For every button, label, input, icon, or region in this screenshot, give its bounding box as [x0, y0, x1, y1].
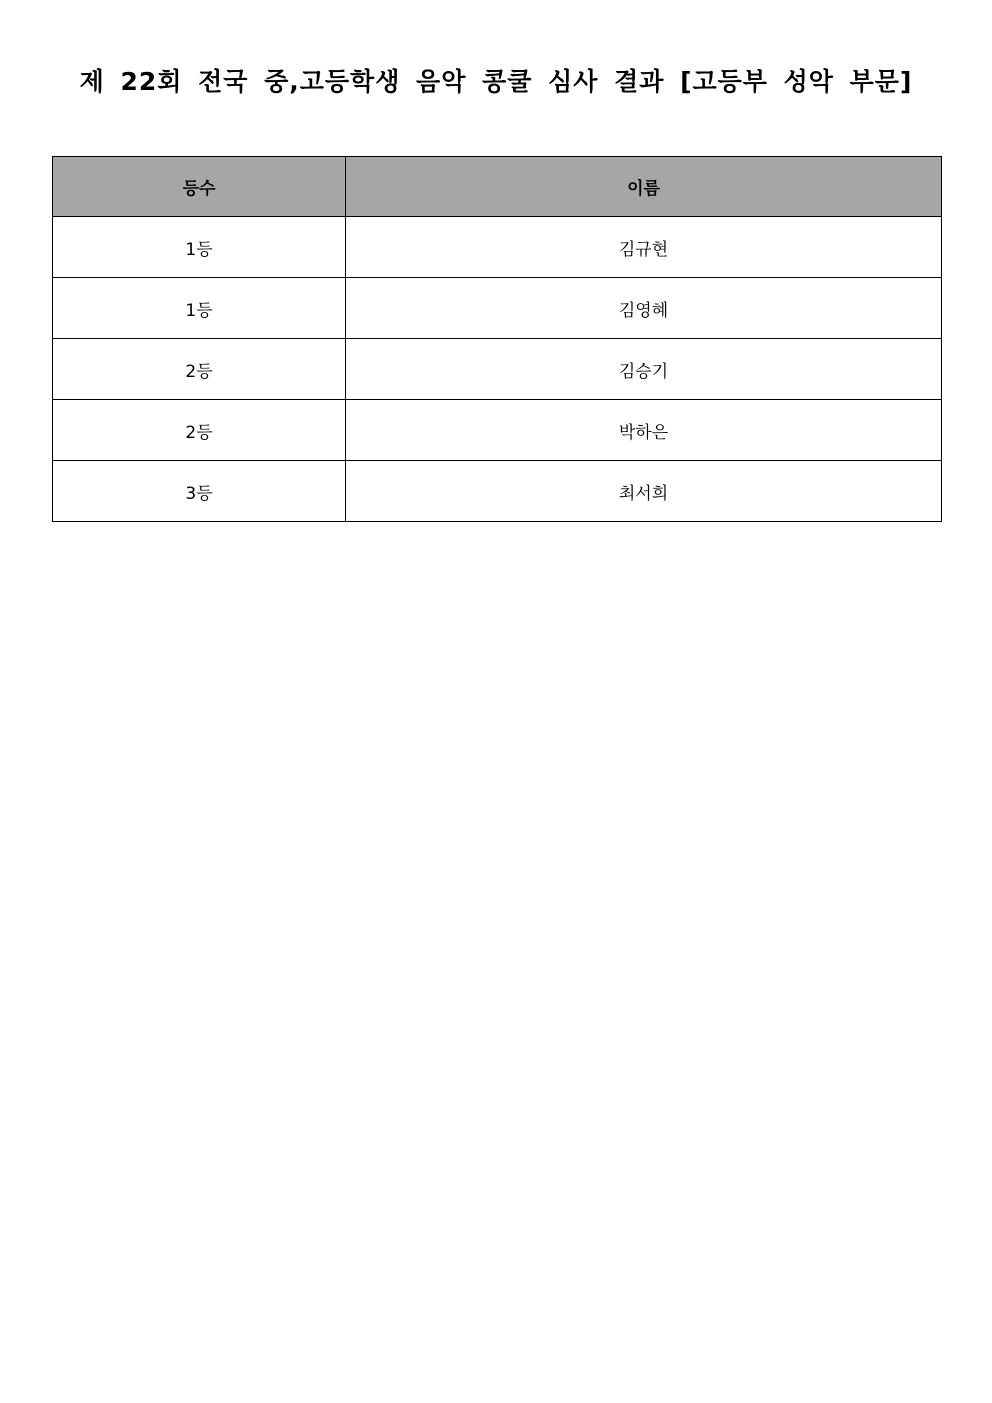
- name-cell: 박하은: [346, 400, 942, 461]
- name-cell: 김승기: [346, 339, 942, 400]
- table-row: [53, 217, 942, 278]
- name-cell: 김규현: [346, 217, 942, 278]
- table-row: [53, 400, 942, 461]
- rank-cell: 1등: [53, 278, 346, 339]
- rank-cell: 2등: [53, 400, 346, 461]
- table-row: [53, 339, 942, 400]
- rank-cell: 2등: [53, 339, 346, 400]
- page-title: 제 22회 전국 중,고등학생 음악 콩쿨 심사 결과 [고등부 성악 부문]: [79, 67, 913, 96]
- table-row: [53, 461, 942, 522]
- column-header-rank: 등수: [53, 157, 346, 217]
- results-table: [52, 156, 942, 522]
- table-header-row: [53, 157, 942, 217]
- name-cell: 최서희: [346, 461, 942, 522]
- name-cell: 김영혜: [346, 278, 942, 339]
- rank-cell: 1등: [53, 217, 346, 278]
- table-row: [53, 278, 942, 339]
- column-header-name: 이름: [346, 157, 942, 217]
- rank-cell: 3등: [53, 461, 346, 522]
